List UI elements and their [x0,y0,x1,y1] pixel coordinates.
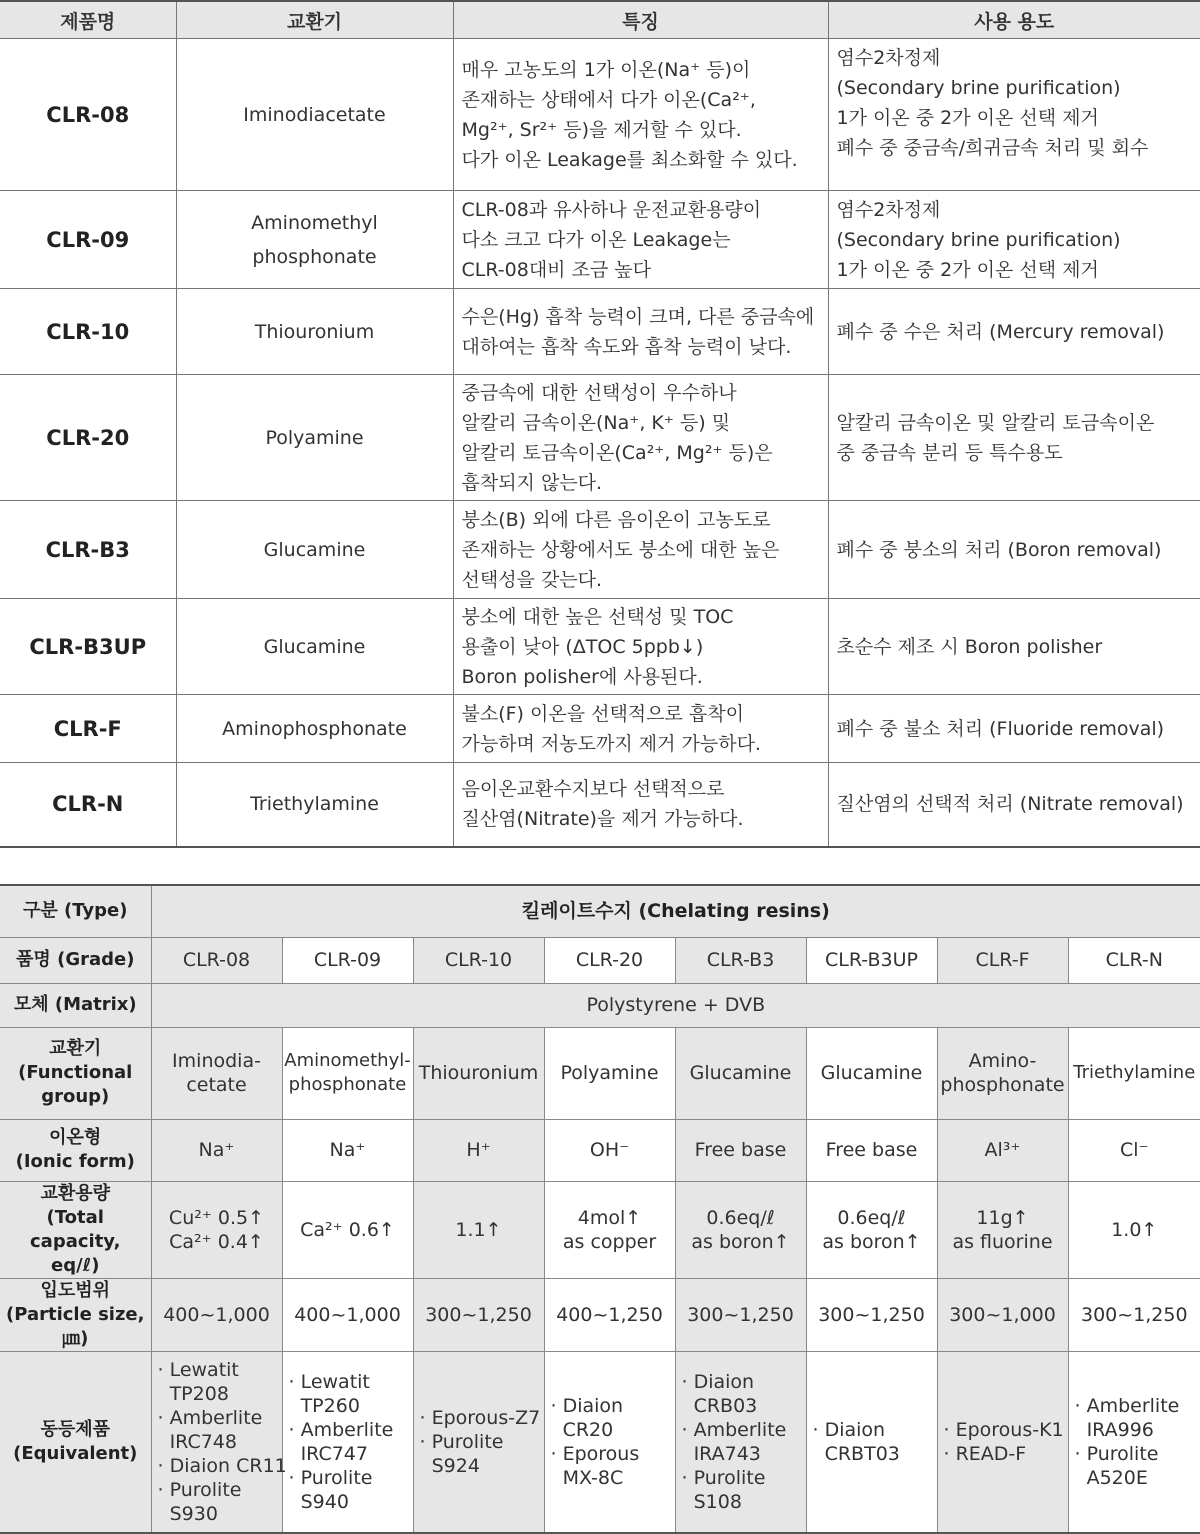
functional-cell [1068,1027,1200,1119]
product-name: CLR-B3UP [0,599,176,695]
header-applications: 사용 용도 [828,1,1200,39]
header-features: 특징 [453,1,828,39]
features-cell [453,599,828,695]
equivalent-line: · Purolite [682,1466,806,1490]
grade-row [0,937,1200,983]
table1-row [0,501,1200,599]
equivalent-line: · Eporous-K1 [944,1418,1068,1442]
feature-line: 대하여는 흡착 속도와 흡착 능력이 낮다. [462,332,828,362]
particle-label [0,1278,151,1351]
functional-line: Aminomethyl- [283,1049,413,1073]
feature-line: 중금속에 대한 선택성이 우수하나 [462,378,828,408]
equivalent-line: · Diaion [551,1394,675,1418]
table1-row [0,289,1200,375]
grade-cell: CLR-F [937,937,1068,983]
particle-cell: 400~1,000 [282,1278,413,1351]
application-line: 폐수 중 붕소의 처리 (Boron removal) [837,535,1200,565]
capacity-label-line: eq/ℓ) [0,1254,151,1278]
application-line: 알칼리 금속이온 및 알칼리 토금속이온 [837,408,1200,438]
table1-row [0,599,1200,695]
table1-row [0,695,1200,763]
ionic-cell: OH⁻ [544,1119,675,1181]
equivalent-line: CRBT03 [813,1442,937,1466]
capacity-line: as fluorine [938,1230,1068,1254]
functional-line: Thiouronium [414,1061,544,1085]
equivalent-cell [151,1351,282,1533]
equivalent-line: MX-8C [551,1466,675,1490]
product-name: CLR-09 [0,191,176,289]
equivalent-cell [282,1351,413,1533]
grade-label: 품명 (Grade) [0,937,151,983]
equivalent-line: · Diaion CR11 [158,1454,282,1478]
functional-cell [282,1027,413,1119]
features-cell [453,695,828,763]
capacity-line: 11g↑ [938,1206,1068,1230]
feature-line: 알칼리 금속이온(Na⁺, K⁺ 등) 및 [462,408,828,438]
equivalent-cell [413,1351,544,1533]
features-cell [453,191,828,289]
ionic-cell: Na⁺ [151,1119,282,1181]
capacity-cell [413,1181,544,1278]
capacity-label [0,1181,151,1278]
equivalent-row [0,1351,1200,1533]
product-name: CLR-B3 [0,501,176,599]
feature-line: 붕소(B) 외에 다른 음이온이 고농도로 [462,505,828,535]
capacity-cell [544,1181,675,1278]
capacity-line: as boron↑ [676,1230,806,1254]
matrix-label: 모체 (Matrix) [0,983,151,1027]
applications-cell [828,39,1200,191]
feature-line: 흡착되지 않는다. [462,468,828,498]
equivalent-cell [544,1351,675,1533]
capacity-cell [151,1181,282,1278]
capacity-line: Cu²⁺ 0.5↑ [152,1206,282,1230]
application-line: 1가 이온 중 2가 이온 선택 제거 [837,255,1200,285]
ionic-label-line: (Ionic form) [0,1150,151,1174]
equivalent-label-line: (Equivalent) [0,1442,151,1466]
applications-cell [828,599,1200,695]
particle-cell: 300~1,000 [937,1278,1068,1351]
equivalent-line: · Amberlite [682,1418,806,1442]
ionic-cell: Al³⁺ [937,1119,1068,1181]
particle-cell: 300~1,250 [413,1278,544,1351]
feature-line: 수은(Hg) 흡착 능력이 크며, 다른 중금속에 [462,302,828,332]
capacity-cell [675,1181,806,1278]
feature-line: Boron polisher에 사용된다. [462,662,828,692]
type-row [0,885,1200,937]
capacity-line: 4mol↑ [545,1206,675,1230]
functional-group: Triethylamine [176,763,453,847]
particle-cell: 300~1,250 [675,1278,806,1351]
equivalent-line: IRA743 [682,1442,806,1466]
ionic-cell: H⁺ [413,1119,544,1181]
functional-label [0,1027,151,1119]
application-line: 폐수 중 중금속/희귀금속 처리 및 회수 [837,133,1200,163]
equivalent-line: · Purolite [158,1478,282,1502]
application-line: 1가 이온 중 2가 이온 선택 제거 [837,103,1200,133]
application-line: 폐수 중 수은 처리 (Mercury removal) [837,317,1200,347]
application-line: 중 중금속 분리 등 특수용도 [837,438,1200,468]
feature-line: 불소(F) 이온을 선택적으로 흡착이 [462,699,828,729]
equivalent-line: IRA996 [1075,1418,1200,1442]
capacity-label-line: (Total capacity, [0,1206,151,1254]
particle-cell: 400~1,000 [151,1278,282,1351]
table1-row [0,375,1200,501]
features-cell [453,501,828,599]
particle-label-line: (Particle size, ㎛) [0,1303,151,1351]
functional-cell [544,1027,675,1119]
ionic-label-line: 이온형 [0,1126,151,1150]
functional-line: Glucamine [807,1061,937,1085]
grade-cell: CLR-09 [282,937,413,983]
equivalent-line: S940 [289,1490,413,1514]
ionic-label [0,1119,151,1181]
equivalent-line: · READ-F [944,1442,1068,1466]
feature-line: CLR-08과 유사하나 운전교환용량이 [462,195,828,225]
ionic-cell: Cl⁻ [1068,1119,1200,1181]
table1-row [0,39,1200,191]
grade-cell: CLR-N [1068,937,1200,983]
equivalent-line: TP260 [289,1394,413,1418]
product-name: CLR-N [0,763,176,847]
application-line: (Secondary brine purification) [837,225,1200,255]
feature-line: 용출이 낮아 (ΔTOC 5ppb↓) [462,632,828,662]
functional-group: Thiouronium [176,289,453,375]
functional-group: Glucamine [176,599,453,695]
feature-line: 다가 이온 Leakage를 최소화할 수 있다. [462,145,828,175]
feature-line: Mg²⁺, Sr²⁺ 등)을 제거할 수 있다. [462,115,828,145]
feature-line: 다소 크고 다가 이온 Leakage는 [462,225,828,255]
equivalent-line: S924 [420,1454,544,1478]
equivalent-line: · Purolite [420,1430,544,1454]
capacity-label-line: 교환용량 [0,1182,151,1206]
equivalent-line: · Eporous-Z7 [420,1406,544,1430]
functional-line: Iminodia- [152,1049,282,1073]
functional-line: phosphonate [938,1073,1068,1097]
product-name: CLR-08 [0,39,176,191]
equivalent-line: · Lewatit [158,1358,282,1382]
type-value: 킬레이트수지 (Chelating resins) [151,885,1200,937]
capacity-line: 1.0↑ [1069,1218,1200,1242]
functional-cell [151,1027,282,1119]
functional-group: Glucamine [176,501,453,599]
functional-group: Aminophosphonate [176,695,453,763]
functional-line: phosphonate [283,1073,413,1097]
particle-cell: 300~1,250 [1068,1278,1200,1351]
equivalent-line: · Lewatit [289,1370,413,1394]
functional-line: Glucamine [676,1061,806,1085]
equivalent-line: S930 [158,1502,282,1526]
applications-cell [828,501,1200,599]
particle-cell: 300~1,250 [806,1278,937,1351]
applications-cell [828,289,1200,375]
functional-group: Aminomethyl phosphonate [176,191,453,289]
equivalent-line: · Purolite [289,1466,413,1490]
functional-cell [675,1027,806,1119]
functional-label-line: 교환기 [0,1037,151,1061]
equivalent-line: CRB03 [682,1394,806,1418]
grade-cell: CLR-B3 [675,937,806,983]
application-line: 염수2차정제 [837,43,1200,73]
capacity-line: 1.1↑ [414,1218,544,1242]
functional-row [0,1027,1200,1119]
functional-group: Iminodiacetate [176,39,453,191]
capacity-cell [806,1181,937,1278]
functional-line: Amino- [938,1049,1068,1073]
feature-line: 존재하는 상태에서 다가 이온(Ca²⁺, [462,85,828,115]
product-name: CLR-F [0,695,176,763]
header-product-name: 제품명 [0,1,176,39]
equivalent-line: A520E [1075,1466,1200,1490]
application-line: (Secondary brine purification) [837,73,1200,103]
header-functional-group: 교환기 [176,1,453,39]
capacity-line: Ca²⁺ 0.4↑ [152,1230,282,1254]
functional-line: cetate [152,1073,282,1097]
capacity-line: 0.6eq/ℓ [807,1206,937,1230]
feature-line: 음이온교환수지보다 선택적으로 [462,774,828,804]
equivalent-cell [1068,1351,1200,1533]
ionic-cell: Free base [806,1119,937,1181]
application-line: 초순수 제조 시 Boron polisher [837,632,1200,662]
equivalent-cell [937,1351,1068,1533]
application-line: 질산염의 선택적 처리 (Nitrate removal) [837,789,1200,819]
grade-cell: CLR-B3UP [806,937,937,983]
feature-line: 가능하며 저농도까지 제거 가능하다. [462,729,828,759]
features-cell [453,375,828,501]
feature-line: 질산염(Nitrate)을 제거 가능하다. [462,804,828,834]
functional-line: Polyamine [545,1061,675,1085]
capacity-cell [1068,1181,1200,1278]
functional-cell [937,1027,1068,1119]
table1-header-row [0,1,1200,39]
specification-table [0,884,1200,1534]
equivalent-line: S108 [682,1490,806,1514]
equivalent-label [0,1351,151,1533]
capacity-cell [937,1181,1068,1278]
feature-line: 존재하는 상황에서도 붕소에 대한 높은 [462,535,828,565]
equivalent-line: CR20 [551,1418,675,1442]
functional-label-line: group) [0,1085,151,1109]
equivalent-line: · Amberlite [158,1406,282,1430]
equivalent-line: IRC747 [289,1442,413,1466]
grade-cell: CLR-20 [544,937,675,983]
functional-cell [413,1027,544,1119]
functional-line: Triethylamine [1069,1061,1200,1085]
features-cell [453,39,828,191]
particle-label-line: 입도범위 [0,1279,151,1303]
feature-line: 매우 고농도의 1가 이온(Na⁺ 등)이 [462,55,828,85]
equivalent-line: · Purolite [1075,1442,1200,1466]
equivalent-line: · Diaion [813,1418,937,1442]
feature-line: CLR-08대비 조금 높다 [462,255,828,285]
feature-line: 붕소에 대한 높은 선택성 및 TOC [462,602,828,632]
equivalent-line: · Amberlite [1075,1394,1200,1418]
applications-cell [828,375,1200,501]
capacity-row [0,1181,1200,1278]
ionic-cell: Free base [675,1119,806,1181]
feature-line: 선택성을 갖는다. [462,565,828,595]
matrix-value: Polystyrene + DVB [151,983,1200,1027]
equivalent-label-line: 동등제품 [0,1418,151,1442]
equivalent-cell [675,1351,806,1533]
features-cell [453,289,828,375]
product-name: CLR-10 [0,289,176,375]
applications-cell [828,763,1200,847]
particle-cell: 400~1,250 [544,1278,675,1351]
application-line: 염수2차정제 [837,195,1200,225]
equivalent-line: · Eporous [551,1442,675,1466]
ionic-cell: Na⁺ [282,1119,413,1181]
applications-cell [828,695,1200,763]
equivalent-line: · Amberlite [289,1418,413,1442]
application-line: 폐수 중 불소 처리 (Fluoride removal) [837,714,1200,744]
capacity-line: 0.6eq/ℓ [676,1206,806,1230]
feature-line: 알칼리 토금속이온(Ca²⁺, Mg²⁺ 등)은 [462,438,828,468]
features-cell [453,763,828,847]
table1-row [0,763,1200,847]
particle-row [0,1278,1200,1351]
functional-label-line: (Functional [0,1061,151,1085]
equivalent-line: · Diaion [682,1370,806,1394]
matrix-row [0,983,1200,1027]
equivalent-cell [806,1351,937,1533]
product-name: CLR-20 [0,375,176,501]
equivalent-line: TP208 [158,1382,282,1406]
functional-cell [806,1027,937,1119]
equivalent-line: IRC748 [158,1430,282,1454]
grade-cell: CLR-08 [151,937,282,983]
capacity-cell [282,1181,413,1278]
ionic-row [0,1119,1200,1181]
type-label: 구분 (Type) [0,885,151,937]
table1-row [0,191,1200,289]
capacity-line: as boron↑ [807,1230,937,1254]
capacity-line: as copper [545,1230,675,1254]
capacity-line: Ca²⁺ 0.6↑ [283,1218,413,1242]
grade-cell: CLR-10 [413,937,544,983]
functional-group: Polyamine [176,375,453,501]
applications-cell [828,191,1200,289]
